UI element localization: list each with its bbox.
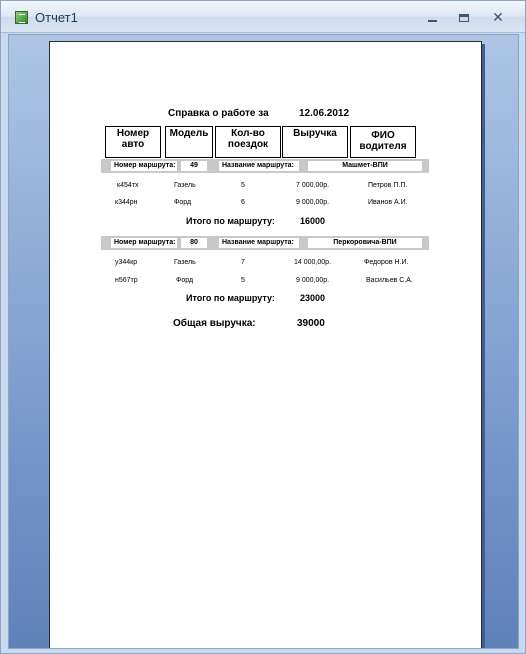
row-model: Газель	[174, 259, 196, 266]
report-page	[49, 41, 482, 649]
row-trips: 5	[241, 182, 245, 189]
route-total-label: Итого по маршруту:	[186, 293, 275, 303]
close-icon: ✕	[492, 9, 504, 25]
title-bar[interactable]	[1, 1, 525, 33]
row-driver: Петров П.П.	[368, 182, 408, 189]
route-number-label: Номер маршрута:	[111, 238, 177, 248]
close-button[interactable]	[487, 8, 509, 26]
column-header-driver: ФИО водителя	[350, 126, 416, 158]
route-name-value: Машмет-ВПИ	[308, 161, 422, 171]
maximize-icon	[459, 14, 469, 22]
column-header-revenue: Выручка	[282, 126, 348, 158]
row-trips: 5	[241, 277, 245, 284]
row-trips: 7	[241, 259, 245, 266]
grand-total-label: Общая выручка:	[173, 318, 256, 329]
route-total-value: 16000	[300, 216, 326, 226]
report-preview-area[interactable]	[8, 34, 519, 649]
report-icon	[15, 11, 28, 24]
row-driver: Иванов А.И.	[368, 199, 408, 206]
minimize-icon	[428, 20, 437, 22]
row-revenue: 14 000,00р.	[294, 259, 331, 266]
column-header-model: Модель	[165, 126, 213, 158]
route-number-value: 49	[181, 161, 207, 171]
row-driver: Федоров Н.И.	[364, 259, 409, 266]
grand-total-value: 39000	[297, 318, 325, 329]
route-total-value: 23000	[300, 293, 326, 303]
row-car-number: у344кр	[115, 259, 138, 266]
route-number-value: 80	[181, 238, 207, 248]
row-revenue: 7 000,00р.	[296, 182, 330, 189]
route-number-label: Номер маршрута:	[111, 161, 177, 171]
row-revenue: 9 000,00р.	[296, 277, 330, 284]
row-driver: Васильев С.А.	[366, 277, 413, 284]
route-name-label: Название маршрута:	[219, 238, 299, 248]
column-header-car-number: Номер авто	[105, 126, 161, 158]
report-title: Справка о работе за	[168, 108, 269, 119]
report-date: 12.06.2012	[299, 108, 350, 119]
column-header-trips: Кол-во поездок	[215, 126, 281, 158]
route-header-band	[101, 236, 429, 250]
row-car-number: к344рн	[115, 199, 138, 206]
row-car-number: к454тх	[117, 182, 139, 189]
maximize-button[interactable]	[453, 8, 475, 26]
window-title: Отчет1	[35, 10, 78, 25]
row-trips: 6	[241, 199, 245, 206]
route-name-value: Перкоровича-ВПИ	[308, 238, 422, 248]
row-model: Форд	[174, 199, 192, 206]
row-model: Форд	[176, 277, 194, 284]
route-total-label: Итого по маршруту:	[186, 216, 275, 226]
minimize-button[interactable]	[421, 8, 443, 26]
row-model: Газель	[174, 182, 196, 189]
row-revenue: 9 000,00р.	[296, 199, 330, 206]
route-header-band	[101, 159, 429, 173]
row-car-number: н567тр	[115, 277, 138, 284]
route-name-label: Название маршрута:	[219, 161, 299, 171]
